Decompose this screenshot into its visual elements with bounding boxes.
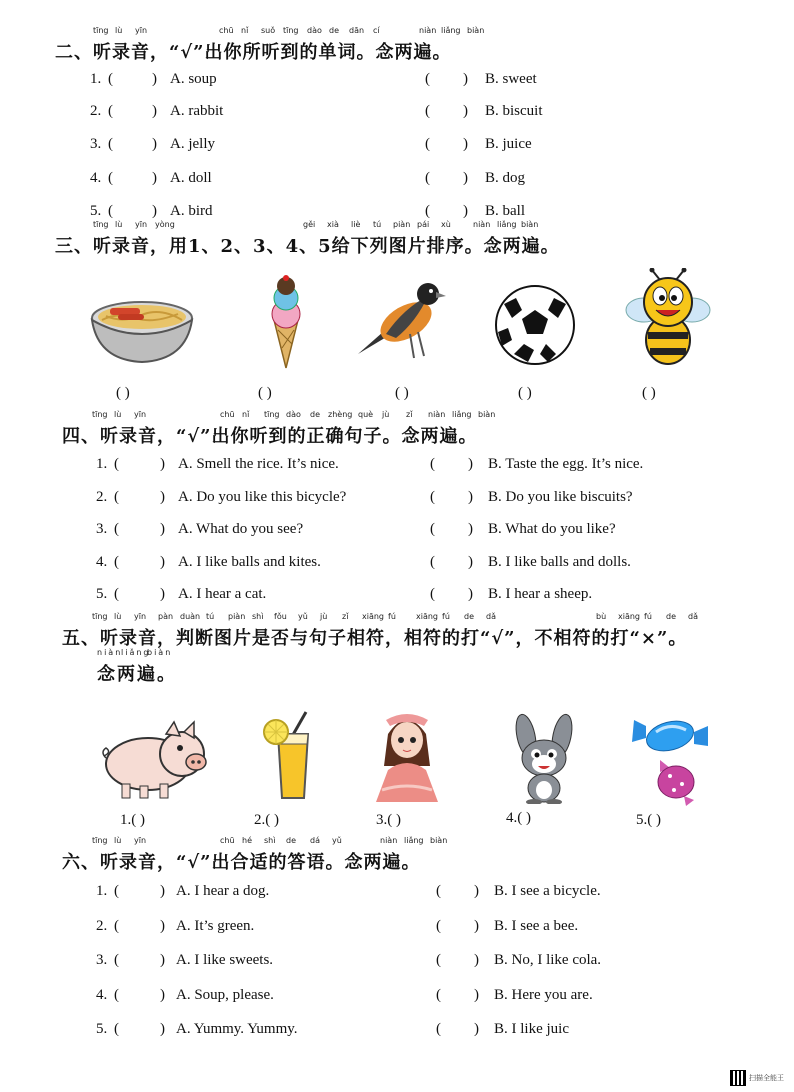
option-b: B. Do you like biscuits? xyxy=(488,489,633,505)
option-a: A. Do you like this bicycle? xyxy=(178,489,347,505)
qr-code-icon xyxy=(730,1070,746,1086)
option-b: B. I see a bicycle. xyxy=(494,883,601,899)
option-a: A. It’s green. xyxy=(176,918,255,934)
s3-blank-2[interactable]: ( ) xyxy=(258,385,272,401)
section-2-title: 二、听录音，“√”出你所听到的单词。念两遍。 tīng lù yīn chū nǐ suǒ tīng dào de dān cí niàn liǎng biàn xyxy=(55,26,485,63)
option-b: B. Taste the egg. It’s nice. xyxy=(488,456,644,472)
answer-paren-b-close[interactable]: ) xyxy=(474,987,479,1003)
answer-paren-a-close[interactable]: ) xyxy=(160,521,165,537)
answer-paren-b-close[interactable]: ) xyxy=(468,554,473,570)
answer-paren-a-close[interactable]: ) xyxy=(152,103,157,119)
answer-paren-b-close[interactable]: ) xyxy=(468,586,473,602)
question-number: 4. xyxy=(90,170,102,186)
answer-paren-b-close[interactable]: ) xyxy=(474,1021,479,1037)
answer-paren-a-close[interactable]: ) xyxy=(152,170,157,186)
option-b: B. I like balls and dolls. xyxy=(488,554,631,570)
option-a: A. doll xyxy=(170,170,212,186)
option-b: B. No, I like cola. xyxy=(494,952,602,968)
answer-paren-b-close[interactable]: ) xyxy=(463,203,468,219)
answer-paren-a-close[interactable]: ) xyxy=(160,586,165,602)
question-number: 2. xyxy=(96,489,108,505)
answer-paren-a-open[interactable]: ( xyxy=(114,883,119,899)
s3-blank-3[interactable]: ( ) xyxy=(395,385,409,401)
doll-picture xyxy=(374,710,440,806)
section-5-title-line2: 念两遍。 niàn liǎng biàn xyxy=(97,648,177,685)
answer-paren-b-open[interactable]: ( xyxy=(436,1021,441,1037)
scanner-watermark: 扫描全能王 xyxy=(730,1070,784,1086)
answer-paren-b-close[interactable]: ) xyxy=(463,136,468,152)
question-number: 4. xyxy=(96,987,108,1003)
s5-label-1[interactable]: 1.( ) xyxy=(120,812,145,828)
option-a: A. Soup, please. xyxy=(176,987,274,1003)
answer-paren-a-open[interactable]: ( xyxy=(114,521,119,537)
answer-paren-a-open[interactable]: ( xyxy=(114,1021,119,1037)
answer-paren-b-close[interactable]: ) xyxy=(468,521,473,537)
section-3-title: 三、听录音，用1、2、3、4、5给下列图片排序。念两遍。 tīng lù yīn yòng gěi xià liè tú piàn pái xù niàn liǎng biàn xyxy=(55,220,560,257)
juice-picture xyxy=(260,710,318,802)
question-number: 3. xyxy=(96,521,108,537)
answer-paren-b-close[interactable]: ) xyxy=(468,456,473,472)
s5-label-2[interactable]: 2.( ) xyxy=(254,812,279,828)
s3-blank-4[interactable]: ( ) xyxy=(518,385,532,401)
answer-paren-b-open[interactable]: ( xyxy=(425,103,430,119)
answer-paren-a-open[interactable]: ( xyxy=(108,136,113,152)
answer-paren-a-close[interactable]: ) xyxy=(160,554,165,570)
answer-paren-a-open[interactable]: ( xyxy=(114,489,119,505)
answer-paren-a-open[interactable]: ( xyxy=(114,918,119,934)
question-number: 5. xyxy=(96,1021,108,1037)
section-6-title: 六、听录音，“√”出合适的答语。念两遍。 tīng lù yīn chū hé shì de dá yǔ niàn liǎng biàn xyxy=(62,836,448,873)
option-a: A. I hear a cat. xyxy=(178,586,267,602)
question-number: 2. xyxy=(96,918,108,934)
answer-paren-b-close[interactable]: ) xyxy=(474,883,479,899)
answer-paren-b-close[interactable]: ) xyxy=(474,918,479,934)
option-a: A. I hear a dog. xyxy=(176,883,270,899)
ball-picture xyxy=(494,284,576,366)
option-b: B. juice xyxy=(485,136,532,152)
answer-paren-a-open[interactable]: ( xyxy=(108,71,113,87)
question-number: 5. xyxy=(90,203,102,219)
option-a: A. What do you see? xyxy=(178,521,304,537)
answer-paren-a-open[interactable]: ( xyxy=(114,952,119,968)
answer-paren-a-open[interactable]: ( xyxy=(114,456,119,472)
answer-paren-a-close[interactable]: ) xyxy=(160,489,165,505)
s3-blank-5[interactable]: ( ) xyxy=(642,385,656,401)
option-a: A. bird xyxy=(170,203,213,219)
section-4-title: 四、听录音，“√”出你听到的正确句子。念两遍。 tīng lù yīn chū nǐ tīng dào de zhèng què jù zǐ niàn liǎng biàn xyxy=(62,410,496,447)
answer-paren-b-close[interactable]: ) xyxy=(463,71,468,87)
rabbit-picture xyxy=(508,712,580,804)
answer-paren-b-open[interactable]: ( xyxy=(436,952,441,968)
option-b: B. I like juic xyxy=(494,1021,569,1037)
answer-paren-b-open[interactable]: ( xyxy=(430,521,435,537)
pig-picture xyxy=(100,718,212,802)
option-a: A. Smell the rice. It’s nice. xyxy=(178,456,339,472)
option-a: A. soup xyxy=(170,71,217,87)
question-number: 4. xyxy=(96,554,108,570)
answer-paren-b-open[interactable]: ( xyxy=(425,203,430,219)
answer-paren-a-open[interactable]: ( xyxy=(114,586,119,602)
answer-paren-a-open[interactable]: ( xyxy=(108,203,113,219)
answer-paren-b-open[interactable]: ( xyxy=(425,136,430,152)
option-b: B. ball xyxy=(485,203,525,219)
question-number: 3. xyxy=(96,952,108,968)
answer-paren-a-open[interactable]: ( xyxy=(114,987,119,1003)
answer-paren-b-open[interactable]: ( xyxy=(436,987,441,1003)
option-b: B. What do you like? xyxy=(488,521,616,537)
option-a: A. Yummy. Yummy. xyxy=(176,1021,298,1037)
question-number: 1. xyxy=(90,71,102,87)
option-b: B. Here you are. xyxy=(494,987,593,1003)
answer-paren-a-close[interactable]: ) xyxy=(160,1021,165,1037)
question-number: 2. xyxy=(90,103,102,119)
answer-paren-b-close[interactable]: ) xyxy=(468,489,473,505)
question-number: 1. xyxy=(96,883,108,899)
option-a: A. I like sweets. xyxy=(176,952,274,968)
answer-paren-a-close[interactable]: ) xyxy=(152,203,157,219)
answer-paren-b-close[interactable]: ) xyxy=(474,952,479,968)
answer-paren-a-close[interactable]: ) xyxy=(160,987,165,1003)
s5-label-5[interactable]: 5.( ) xyxy=(636,812,661,828)
option-a: A. jelly xyxy=(170,136,215,152)
answer-paren-a-close[interactable]: ) xyxy=(160,952,165,968)
answer-paren-b-open[interactable]: ( xyxy=(430,554,435,570)
answer-paren-a-close[interactable]: ) xyxy=(152,71,157,87)
s3-blank-1[interactable]: ( ) xyxy=(116,385,130,401)
option-b: B. sweet xyxy=(485,71,537,87)
answer-paren-b-close[interactable]: ) xyxy=(463,103,468,119)
bee-picture xyxy=(622,268,714,368)
answer-paren-b-open[interactable]: ( xyxy=(430,586,435,602)
option-b: B. I see a bee. xyxy=(494,918,579,934)
answer-paren-b-open[interactable]: ( xyxy=(430,489,435,505)
answer-paren-a-close[interactable]: ) xyxy=(160,918,165,934)
option-b: B. biscuit xyxy=(485,103,543,119)
answer-paren-a-close[interactable]: ) xyxy=(152,136,157,152)
bird-picture xyxy=(356,278,446,362)
ice-cream-picture xyxy=(262,274,310,370)
question-number: 5. xyxy=(96,586,108,602)
answer-paren-b-close[interactable]: ) xyxy=(463,170,468,186)
option-a: A. I like balls and kites. xyxy=(178,554,321,570)
answer-paren-a-close[interactable]: ) xyxy=(160,883,165,899)
question-number: 1. xyxy=(96,456,108,472)
sweets-picture xyxy=(630,712,710,806)
noodles-picture xyxy=(88,290,196,370)
answer-paren-b-open[interactable]: ( xyxy=(425,170,430,186)
answer-paren-b-open[interactable]: ( xyxy=(430,456,435,472)
option-b: B. I hear a sheep. xyxy=(488,586,593,602)
question-number: 3. xyxy=(90,136,102,152)
section-5-title: 五、听录音，判断图片是否与句子相符，相符的打“√”，不相符的打“×”。 tīng lù yīn pàn duàn tú piàn shì fǒu yǔ jù zǐ xiāng fú xiāng fú de dǎ bù xiāng fú de dǎ xyxy=(62,612,698,649)
answer-paren-b-open[interactable]: ( xyxy=(436,883,441,899)
answer-paren-b-open[interactable]: ( xyxy=(436,918,441,934)
answer-paren-a-close[interactable]: ) xyxy=(160,456,165,472)
answer-paren-b-open[interactable]: ( xyxy=(425,71,430,87)
option-b: B. dog xyxy=(485,170,526,186)
s5-label-3[interactable]: 3.( ) xyxy=(376,812,401,828)
option-a: A. rabbit xyxy=(170,103,224,119)
answer-paren-a-open[interactable]: ( xyxy=(114,554,119,570)
s5-label-4[interactable]: 4.( ) xyxy=(506,810,531,826)
answer-paren-a-open[interactable]: ( xyxy=(108,170,113,186)
answer-paren-a-open[interactable]: ( xyxy=(108,103,113,119)
